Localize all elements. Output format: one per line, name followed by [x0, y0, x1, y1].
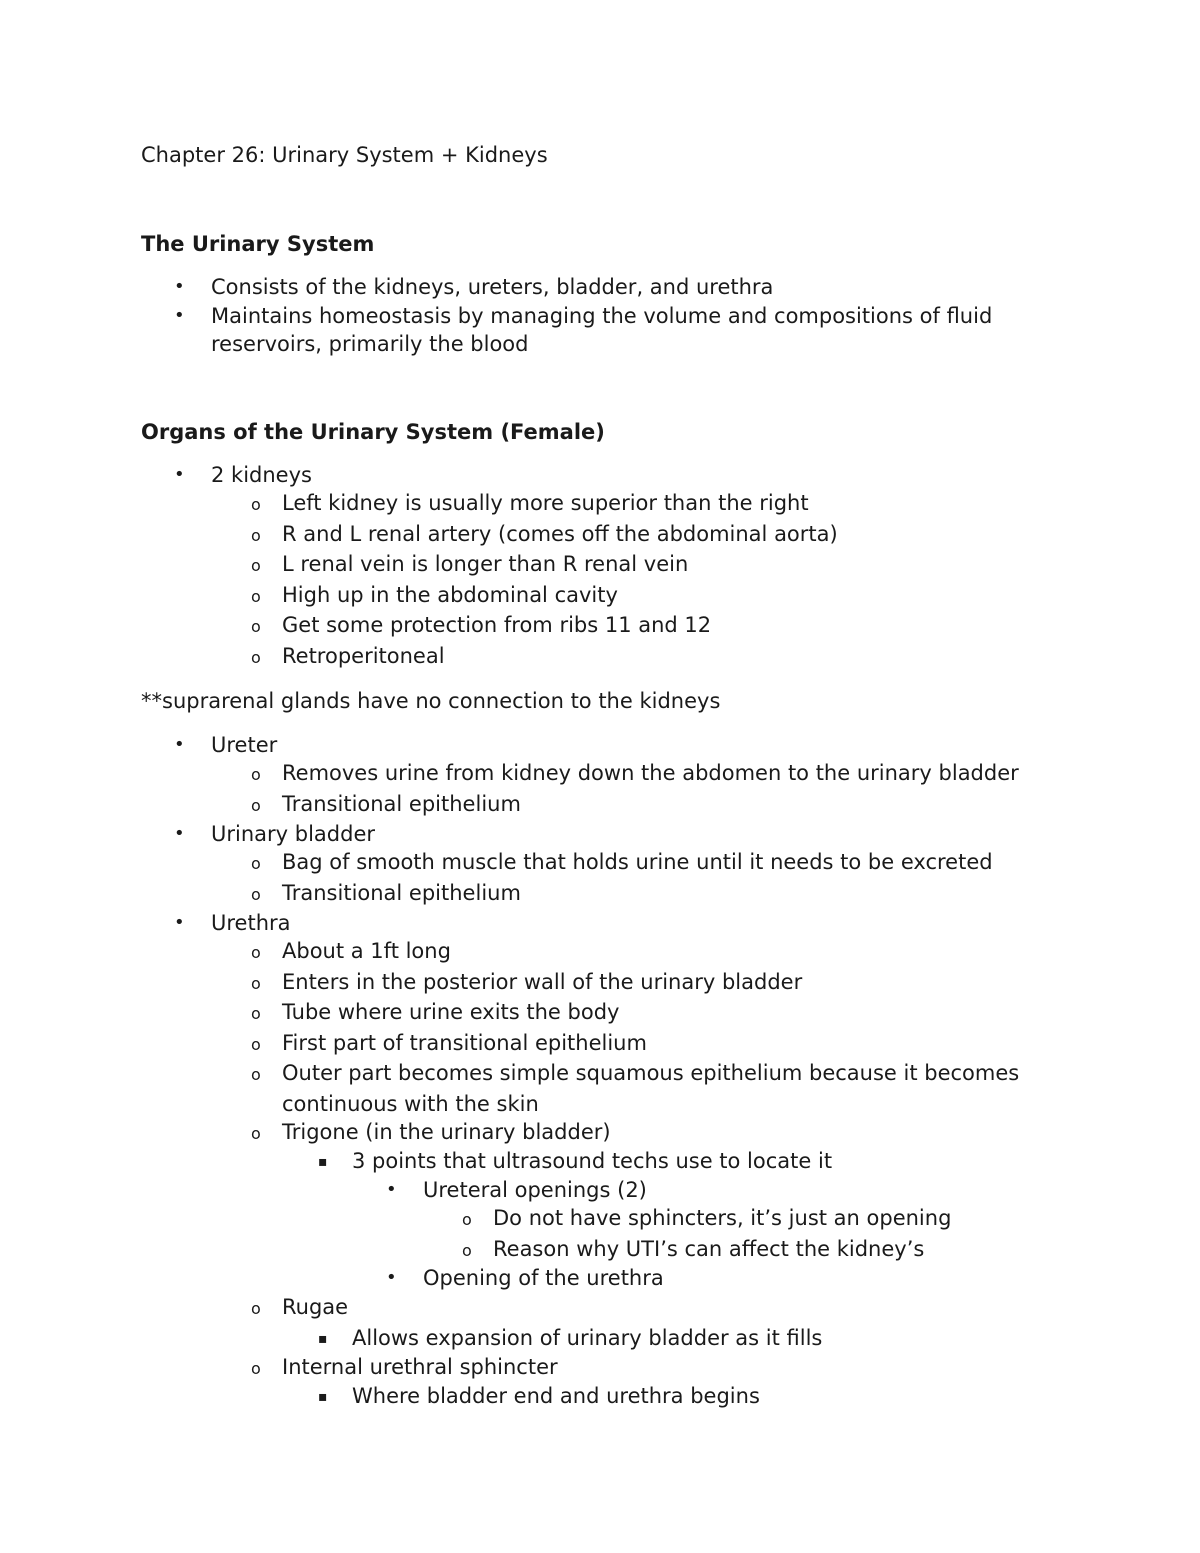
sub-list-item: Enters in the posterior wall of the urinary bladder: [282, 970, 803, 994]
bullet-circle: o: [251, 1124, 261, 1143]
bullet-circle: o: [251, 943, 261, 962]
list-item: Maintains homeostasis by managing the volume and compositions of fluid: [211, 304, 993, 328]
sub-list-item: Bag of smooth muscle that holds urine until it needs to be excreted: [282, 850, 993, 874]
sub-list-item: Get some protection from ribs 11 and 12: [282, 613, 712, 637]
bullet-disc: •: [386, 1267, 397, 1288]
sub-list-item: L renal vein is longer than R renal vein: [282, 552, 689, 576]
bullet-circle: o: [251, 796, 261, 815]
bullet-square: ▪: [318, 1389, 328, 1405]
bullet-circle: o: [251, 765, 261, 784]
bullet-circle: o: [251, 974, 261, 993]
sub-list-item-trigone: Trigone (in the urinary bladder): [282, 1120, 611, 1144]
bullet-disc: •: [386, 1179, 397, 1200]
list-item-bladder: Urinary bladder: [211, 822, 376, 846]
bullet-circle: o: [251, 587, 261, 606]
bullet-square: ▪: [318, 1331, 328, 1347]
sub-sub-list-item: Where bladder end and urethra begins: [352, 1384, 760, 1408]
sub-sub-list-item: 3 points that ultrasound techs use to locate it: [352, 1149, 833, 1173]
sub-list-item: First part of transitional epithelium: [282, 1031, 647, 1055]
list-item-urethra: Urethra: [211, 911, 291, 935]
bullet-circle: o: [251, 1004, 261, 1023]
sub-list-item: R and L renal artery (comes off the abdominal aorta): [282, 522, 838, 546]
sub-list-item: Removes urine from kidney down the abdomen to the urinary bladder: [282, 761, 1019, 785]
bullet-circle: o: [251, 854, 261, 873]
sub-list-item: Tube where urine exits the body: [282, 1000, 620, 1024]
sub-list-item: High up in the abdominal cavity: [282, 583, 618, 607]
level4-list-item: Ureteral openings (2): [423, 1178, 647, 1202]
bullet-circle: o: [251, 617, 261, 636]
level5-list-item: Do not have sphincters, it’s just an opening: [493, 1206, 952, 1230]
bullet-square: ▪: [318, 1154, 328, 1170]
sub-list-item-rugae: Rugae: [282, 1295, 349, 1319]
list-item: Consists of the kidneys, ureters, bladder, and urethra: [211, 275, 774, 299]
sub-list-item: Retroperitoneal: [282, 644, 445, 668]
bullet-circle: o: [251, 495, 261, 514]
sub-list-item-continuation: continuous with the skin: [282, 1092, 539, 1116]
bullet-disc: •: [174, 276, 185, 297]
bullet-circle: o: [251, 556, 261, 575]
level5-list-item: Reason why UTI’s can affect the kidney’s: [493, 1237, 925, 1261]
sub-list-item: About a 1ft long: [282, 939, 451, 963]
sub-list-item: Outer part becomes simple squamous epithelium because it becomes: [282, 1061, 1020, 1085]
bullet-disc: •: [174, 823, 185, 844]
bullet-disc: •: [174, 734, 185, 755]
bullet-disc: •: [174, 305, 185, 326]
bullet-circle: o: [251, 1359, 261, 1378]
bullet-circle: o: [462, 1241, 472, 1260]
sub-list-item: Left kidney is usually more superior than the right: [282, 491, 809, 515]
bullet-circle: o: [251, 526, 261, 545]
bullet-circle: o: [251, 1035, 261, 1054]
bullet-circle: o: [251, 1299, 261, 1318]
bullet-disc: •: [174, 464, 185, 485]
bullet-circle: o: [251, 1065, 261, 1084]
bullet-circle: o: [251, 885, 261, 904]
chapter-title: Chapter 26: Urinary System + Kidneys: [141, 143, 548, 167]
list-item-kidneys: 2 kidneys: [211, 463, 312, 487]
bullet-disc: •: [174, 912, 185, 933]
level4-list-item: Opening of the urethra: [423, 1266, 664, 1290]
list-item-ureter: Ureter: [211, 733, 278, 757]
note-suprarenal: **suprarenal glands have no connection to the kidneys: [141, 689, 721, 713]
bullet-circle: o: [462, 1210, 472, 1229]
sub-list-item-sphincter: Internal urethral sphincter: [282, 1355, 558, 1379]
sub-sub-list-item: Allows expansion of urinary bladder as it fills: [352, 1326, 823, 1350]
sub-list-item: Transitional epithelium: [282, 881, 521, 905]
list-item-continuation: reservoirs, primarily the blood: [211, 332, 529, 356]
section-heading-urinary-system: The Urinary System: [141, 232, 375, 256]
sub-list-item: Transitional epithelium: [282, 792, 521, 816]
bullet-circle: o: [251, 648, 261, 667]
section-heading-organs: Organs of the Urinary System (Female): [141, 420, 605, 444]
